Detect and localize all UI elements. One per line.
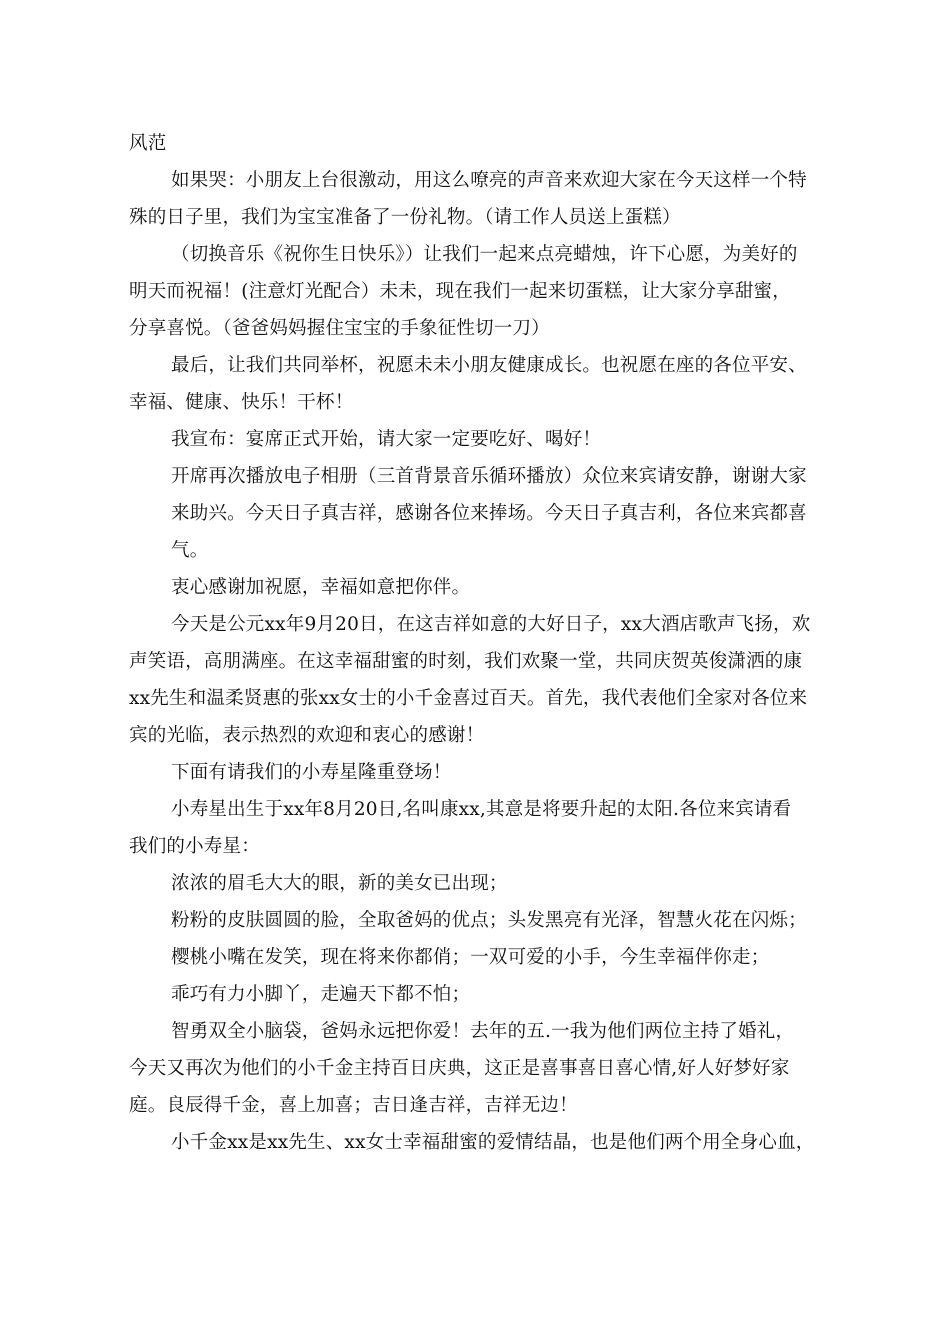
text-line: 粉粉的皮肤圆圆的脸，全取爸妈的优点；头发黑亮有光泽，智慧火花在闪烁； — [171, 910, 807, 931]
text-line: 分享喜悦。（爸爸妈妈握住宝宝的手象征性切一刀） — [129, 318, 550, 339]
text-line: 我宣布：宴席正式开始，请大家一定要吃好、喝好！ — [171, 429, 602, 450]
text-line: 庭。良辰得千金，喜上加喜；吉日逢吉祥，吉祥无边！ — [129, 1095, 578, 1116]
text-line: 小寿星出生于xx年8月20日,名叫康xx,其意是将要升起的太阳.各位来宾请看 — [171, 799, 792, 820]
text-line: 衷心感谢加祝愿，幸福如意把你伴。 — [171, 577, 471, 598]
text-line: （切换音乐《祝你生日快乐》）让我们一起来点亮蜡烛，许下心愿，为美好的 — [171, 244, 798, 265]
text-line: 气。 — [171, 540, 209, 561]
text-line: 小千金xx是xx先生、xx女士幸福甜蜜的爱情结晶，也是他们两个用全身心血， — [171, 1132, 815, 1153]
text-line: 开席再次播放电子相册（三首背景音乐循环播放）众位来宾请安静，谢谢大家 — [171, 466, 807, 487]
text-line: 乖巧有力小脚丫，走遍天下都不怕； — [171, 984, 471, 1005]
text-line: 幸福、健康、快乐！干杯！ — [129, 392, 354, 413]
text-line: 浓浓的眉毛大大的眼，新的美女已出现； — [171, 873, 508, 894]
text-line: 风范 — [129, 133, 167, 154]
text-line: 来助兴。今天日子真吉祥，感谢各位来捧场。今天日子真吉利，各位来宾都喜 — [171, 503, 807, 524]
text-line: 樱桃小嘴在发笑，现在将来你都俏；一双可爱的小手，今生幸福伴你走； — [171, 947, 770, 968]
text-line: 如果哭：小朋友上台很激动，用这么嘹亮的声音来欢迎大家在今天这样一个特 — [171, 170, 807, 191]
text-line: 殊的日子里，我们为宝宝准备了一份礼物。（请工作人员送上蛋糕） — [129, 207, 681, 228]
text-line: xx先生和温柔贤惠的张xx女士的小千金喜过百天。首先，我代表他们全家对各位来 — [129, 688, 808, 709]
text-line: 声笑语，高朋满座。在这幸福甜蜜的时刻，我们欢聚一堂，共同庆贺英俊潇洒的康 — [129, 651, 803, 672]
text-line: 智勇双全小脑袋，爸妈永远把你爱！去年的五.一我为他们两位主持了婚礼， — [171, 1021, 795, 1042]
text-line: 最后，让我们共同举杯，祝愿未未小朋友健康成长。也祝愿在座的各位平安、 — [171, 355, 807, 376]
text-line: 今天是公元xx年9月20日，在这吉祥如意的大好日子，xx大酒店歌声飞扬，欢 — [171, 614, 811, 635]
text-line: 下面有请我们的小寿星隆重登场！ — [171, 762, 452, 783]
text-line: 明天而祝福！(注意灯光配合）未未，现在我们一起来切蛋糕，让大家分享甜蜜， — [129, 281, 791, 302]
text-line: 宾的光临，表示热烈的欢迎和衷心的感谢！ — [129, 725, 485, 746]
text-line: 我们的小寿星： — [129, 836, 260, 857]
text-line: 今天又再次为他们的小千金主持百日庆典，这正是喜事喜日喜心情,好人好梦好家 — [129, 1058, 790, 1079]
